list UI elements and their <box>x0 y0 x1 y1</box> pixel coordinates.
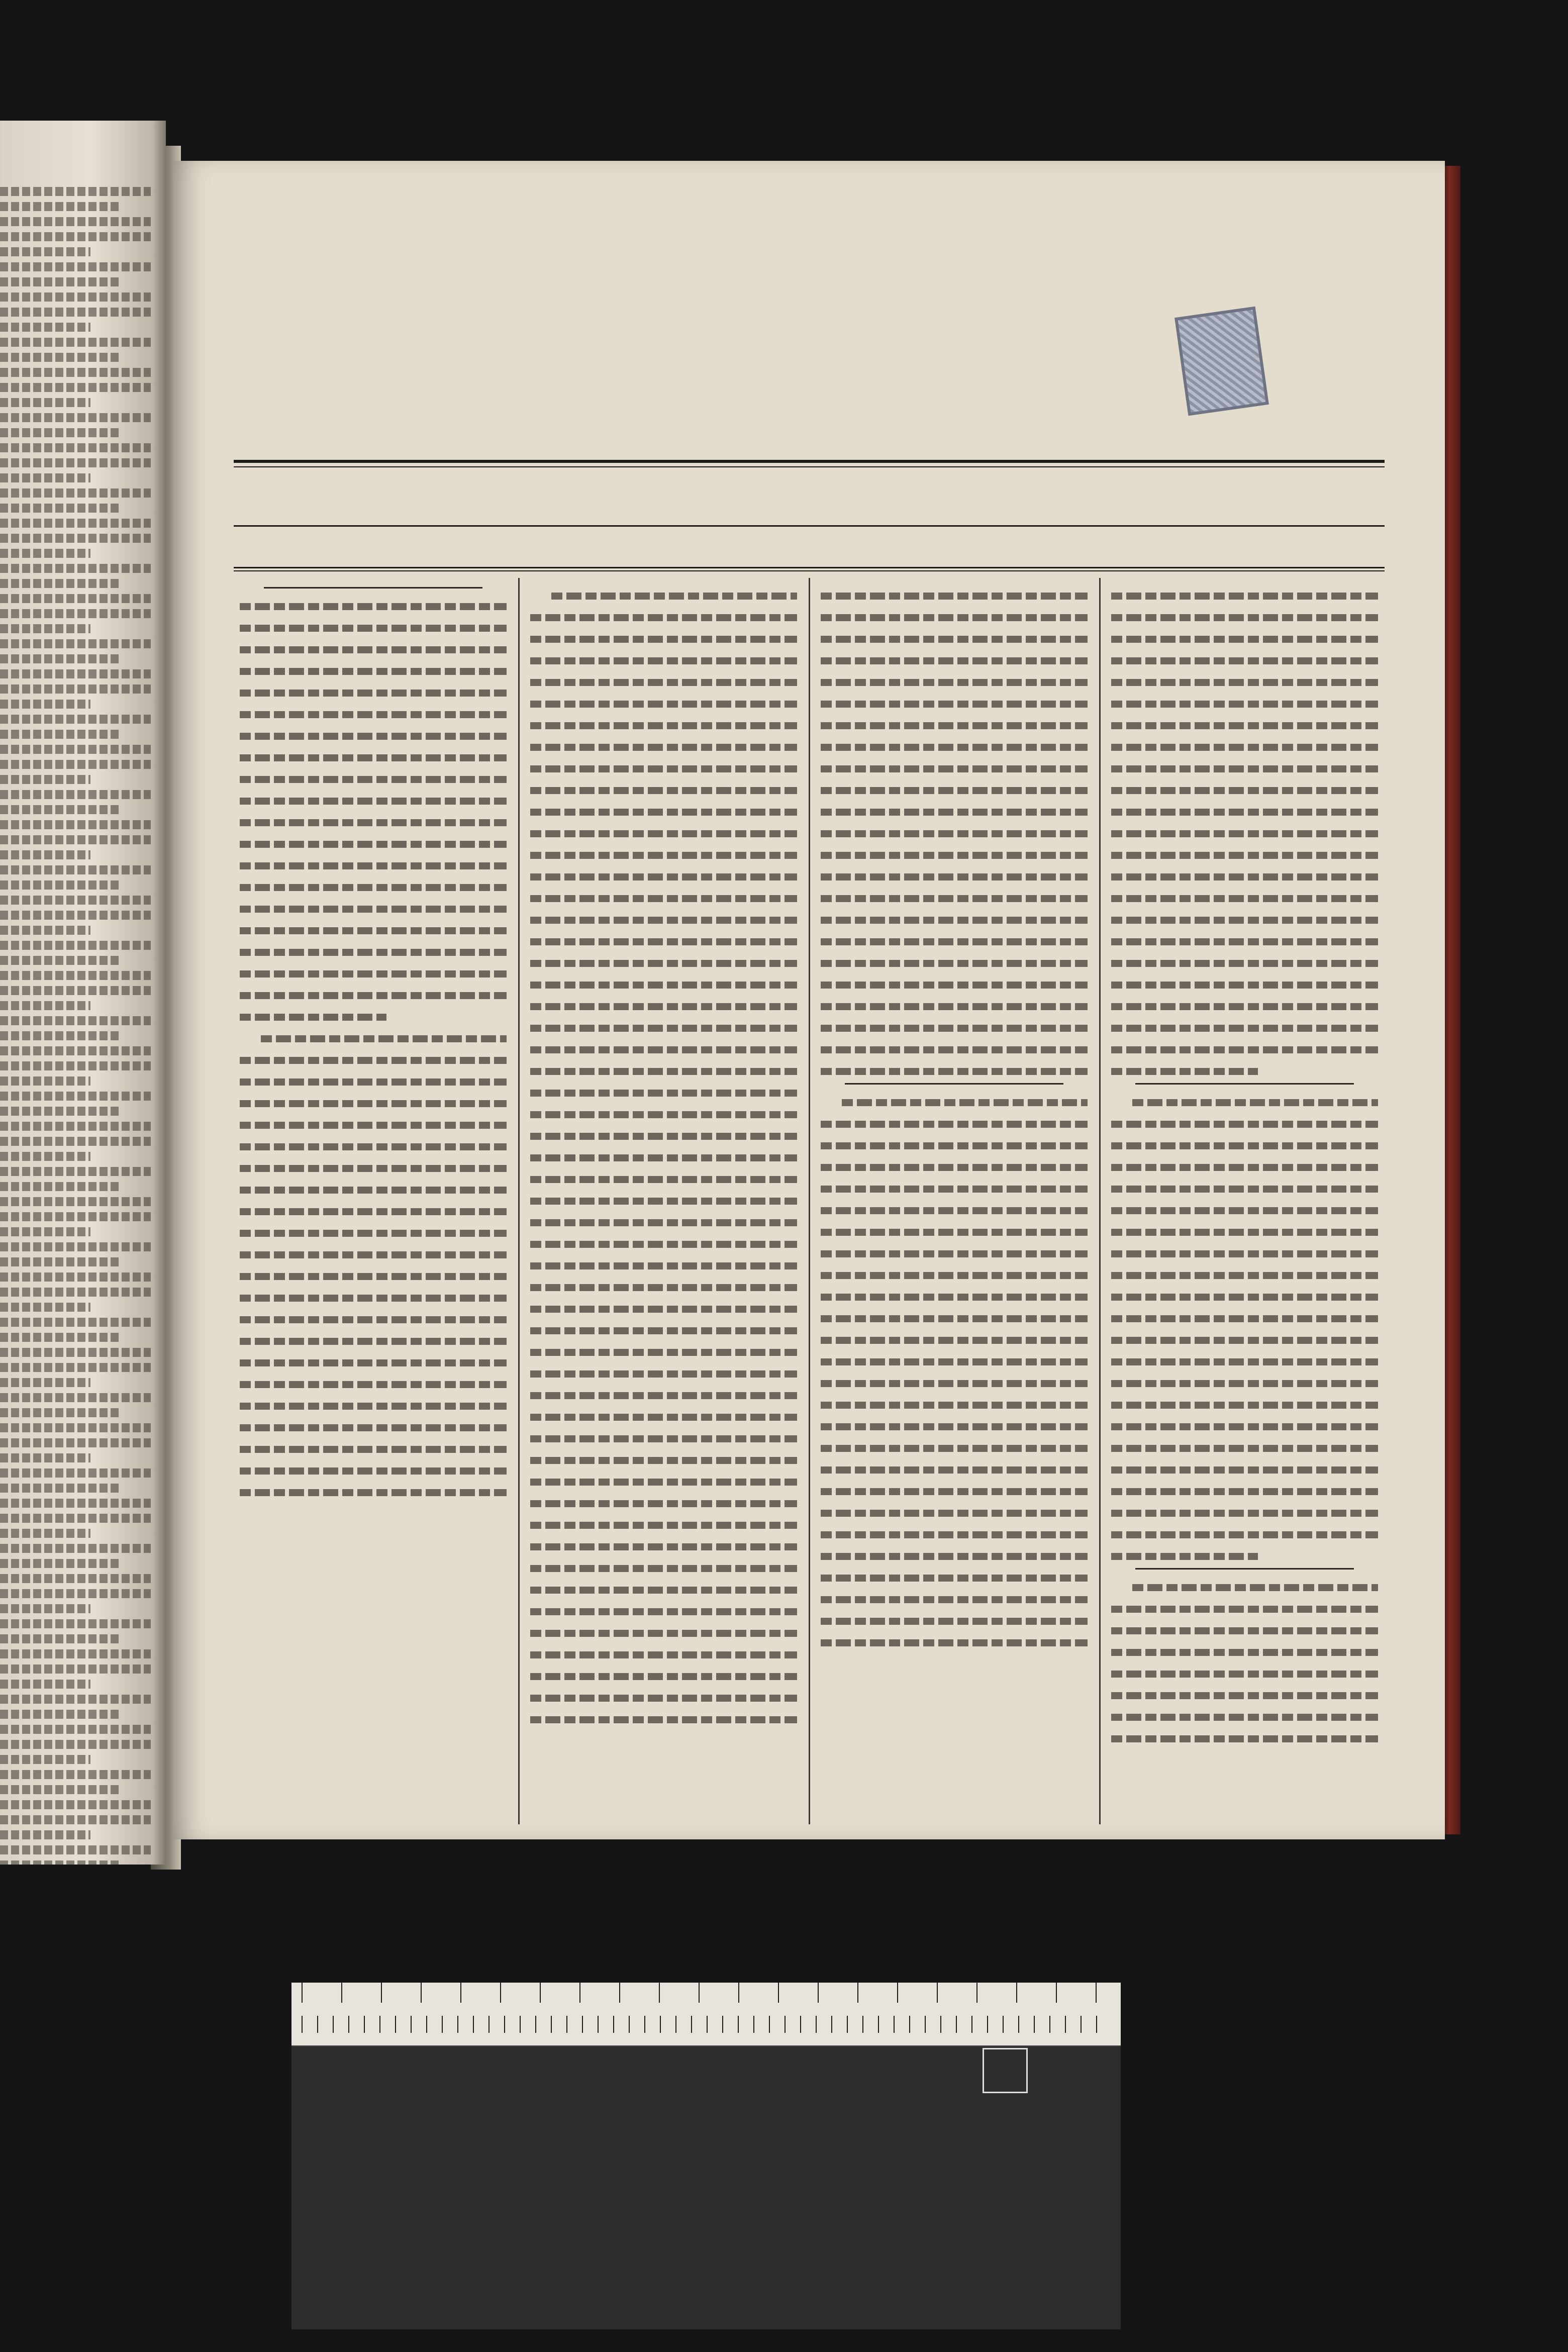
divider <box>1135 1083 1354 1085</box>
article-body <box>1105 593 1384 1075</box>
ruler-ticks <box>302 1983 1111 2033</box>
article-body <box>1105 1099 1384 1560</box>
swatches-dark <box>291 2199 1121 2264</box>
colour-names <box>291 2103 1121 2123</box>
column-3 <box>815 578 1094 1829</box>
swatches-light <box>291 2128 1121 2194</box>
divider <box>264 587 482 589</box>
book-edge <box>1442 166 1460 1834</box>
column-rule <box>1099 578 1101 1824</box>
colour-chart <box>291 1983 1121 2329</box>
article-columns <box>234 578 1385 1829</box>
article-body <box>524 593 803 1723</box>
article-body <box>815 593 1094 1075</box>
divider <box>234 460 1385 463</box>
divider <box>1135 1568 1354 1570</box>
article-body <box>234 603 513 1496</box>
column-2 <box>524 578 803 1829</box>
article-body <box>1105 1584 1384 1742</box>
divider <box>234 567 1385 568</box>
divider <box>845 1083 1063 1085</box>
newspaper-page <box>173 161 1445 1839</box>
column-rule <box>518 578 520 1824</box>
column-4 <box>1105 578 1384 1829</box>
article-body <box>815 1099 1094 1646</box>
column-1 <box>234 578 513 1829</box>
ruler <box>291 1983 1121 2046</box>
divider <box>234 466 1385 467</box>
facing-page-text <box>0 181 151 1865</box>
danes-picta-logo <box>983 2048 1028 2093</box>
dateline <box>234 530 1385 565</box>
divider <box>234 525 1385 527</box>
facing-page <box>0 121 166 1865</box>
divider <box>234 570 1385 571</box>
column-rule <box>809 578 810 1824</box>
tax-stamp <box>1174 307 1269 416</box>
